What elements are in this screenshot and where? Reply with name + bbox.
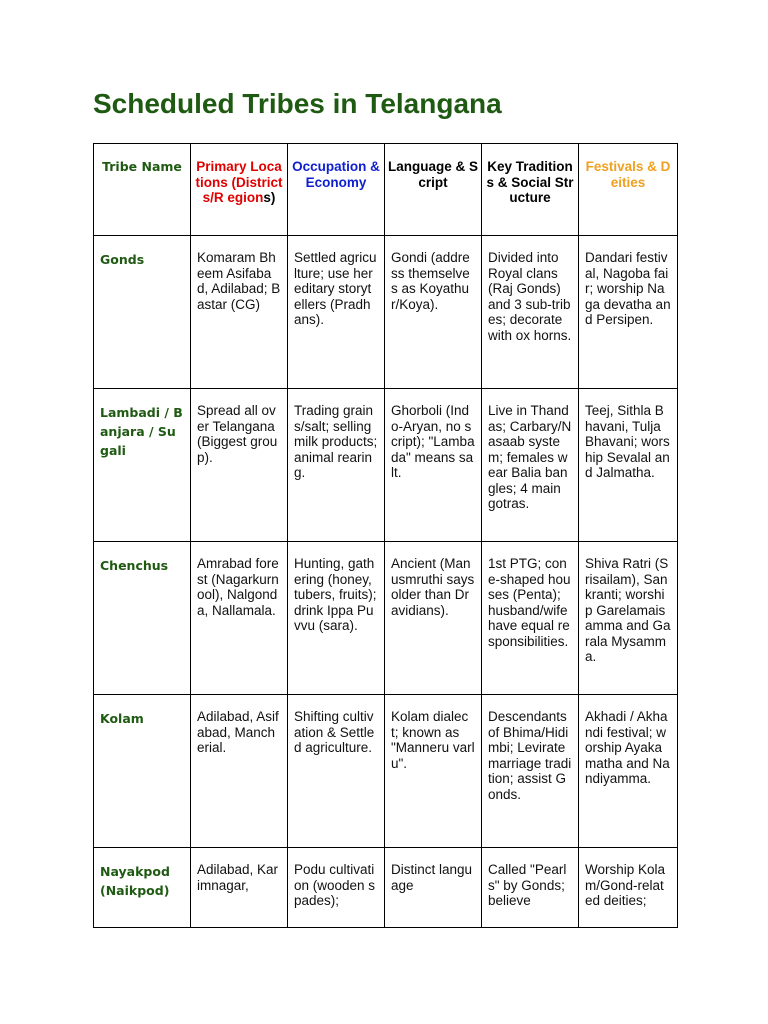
traditions-cell: Called "Pearls" by Gonds; believe: [482, 848, 579, 928]
table-row: [94, 848, 678, 928]
table-header-row: [94, 144, 678, 236]
festivals-cell: Dandari festival, Nagoba fair; worship Naga devatha and Persipen.: [579, 236, 678, 389]
language-cell: Distinct language: [385, 848, 482, 928]
header-occupation: Occupation & Economy: [288, 144, 385, 236]
table-row: [94, 236, 678, 389]
header-primary-locations: [191, 144, 288, 236]
locations-cell: Adilabad, Karimnagar,: [191, 848, 288, 928]
locations-cell: Adilabad, Asifabad, Mancherial.: [191, 695, 288, 848]
tribe-name-cell: Gonds: [94, 236, 191, 389]
table-row: [94, 542, 678, 695]
tribes-table: [93, 143, 678, 928]
locations-cell: Komaram Bheem Asifabad, Adilabad; Bastar (CG): [191, 236, 288, 389]
occupation-cell: Trading grains/salt; selling milk products; animal rearing.: [288, 389, 385, 542]
header-locations-text: Primary Locations (Districts/R egion: [195, 159, 283, 205]
tribe-name-cell: Chenchus: [94, 542, 191, 695]
locations-cell: Amrabad forest (Nagarkurnool), Nalgonda, Nallamala.: [191, 542, 288, 695]
tribe-name-cell: Nayakpod (Naikpod): [94, 848, 191, 928]
tribe-name-cell: Kolam: [94, 695, 191, 848]
header-traditions: Key Traditions & Social Structure: [482, 144, 579, 236]
header-festivals: Festivals & Deities: [579, 144, 678, 236]
page-title: Scheduled Tribes in Telangana: [93, 88, 502, 119]
occupation-cell: Hunting, gathering (honey, tubers, fruits); drink Ippa Puvvu (sara).: [288, 542, 385, 695]
language-cell: Kolam dialect; known as "Manneru varlu".: [385, 695, 482, 848]
table-row: [94, 695, 678, 848]
locations-cell: Spread all over Telangana (Biggest group).: [191, 389, 288, 542]
festivals-cell: Worship Kolam/Gond-related deities;: [579, 848, 678, 928]
header-tribe-name: Tribe Name: [94, 144, 191, 236]
traditions-cell: Divided into Royal clans (Raj Gonds) and 3 sub-tribes; decorate with ox horns.: [482, 236, 579, 389]
language-cell: Gondi (address themselves as Koyathur/Koya).: [385, 236, 482, 389]
language-cell: Ancient (Manusmruthi says older than Dravidians).: [385, 542, 482, 695]
occupation-cell: Shifting cultivation & Settled agriculture.: [288, 695, 385, 848]
occupation-cell: Settled agriculture; use hereditary storytellers (Pradhans).: [288, 236, 385, 389]
traditions-cell: Descendants of Bhima/Hidimbi; Levirate marriage tradition; assist Gonds.: [482, 695, 579, 848]
tribe-name-cell: Lambadi / Banjara / Sugali: [94, 389, 191, 542]
occupation-cell: Podu cultivation (wooden spades);: [288, 848, 385, 928]
table-row: [94, 389, 678, 542]
traditions-cell: 1st PTG; cone-shaped houses (Penta); husband/wife have equal responsibilities.: [482, 542, 579, 695]
traditions-cell: Live in Thandas; Carbary/Nasaab system; females wear Balia bangles; 4 main gotras.: [482, 389, 579, 542]
language-cell: Ghorboli (Indo-Aryan, no script); "Lambada" means salt.: [385, 389, 482, 542]
header-locations-tail: s): [263, 190, 276, 205]
festivals-cell: Akhadi / Akhandi festival; worship Ayakamatha and Nandiyamma.: [579, 695, 678, 848]
festivals-cell: Shiva Ratri (Srisailam), Sankranti; worship Garelamaisamma and Garala Mysamma.: [579, 542, 678, 695]
festivals-cell: Teej, Sithla Bhavani, Tulja Bhavani; worship Sevalal and Jalmatha.: [579, 389, 678, 542]
header-language: Language & Script: [385, 144, 482, 236]
